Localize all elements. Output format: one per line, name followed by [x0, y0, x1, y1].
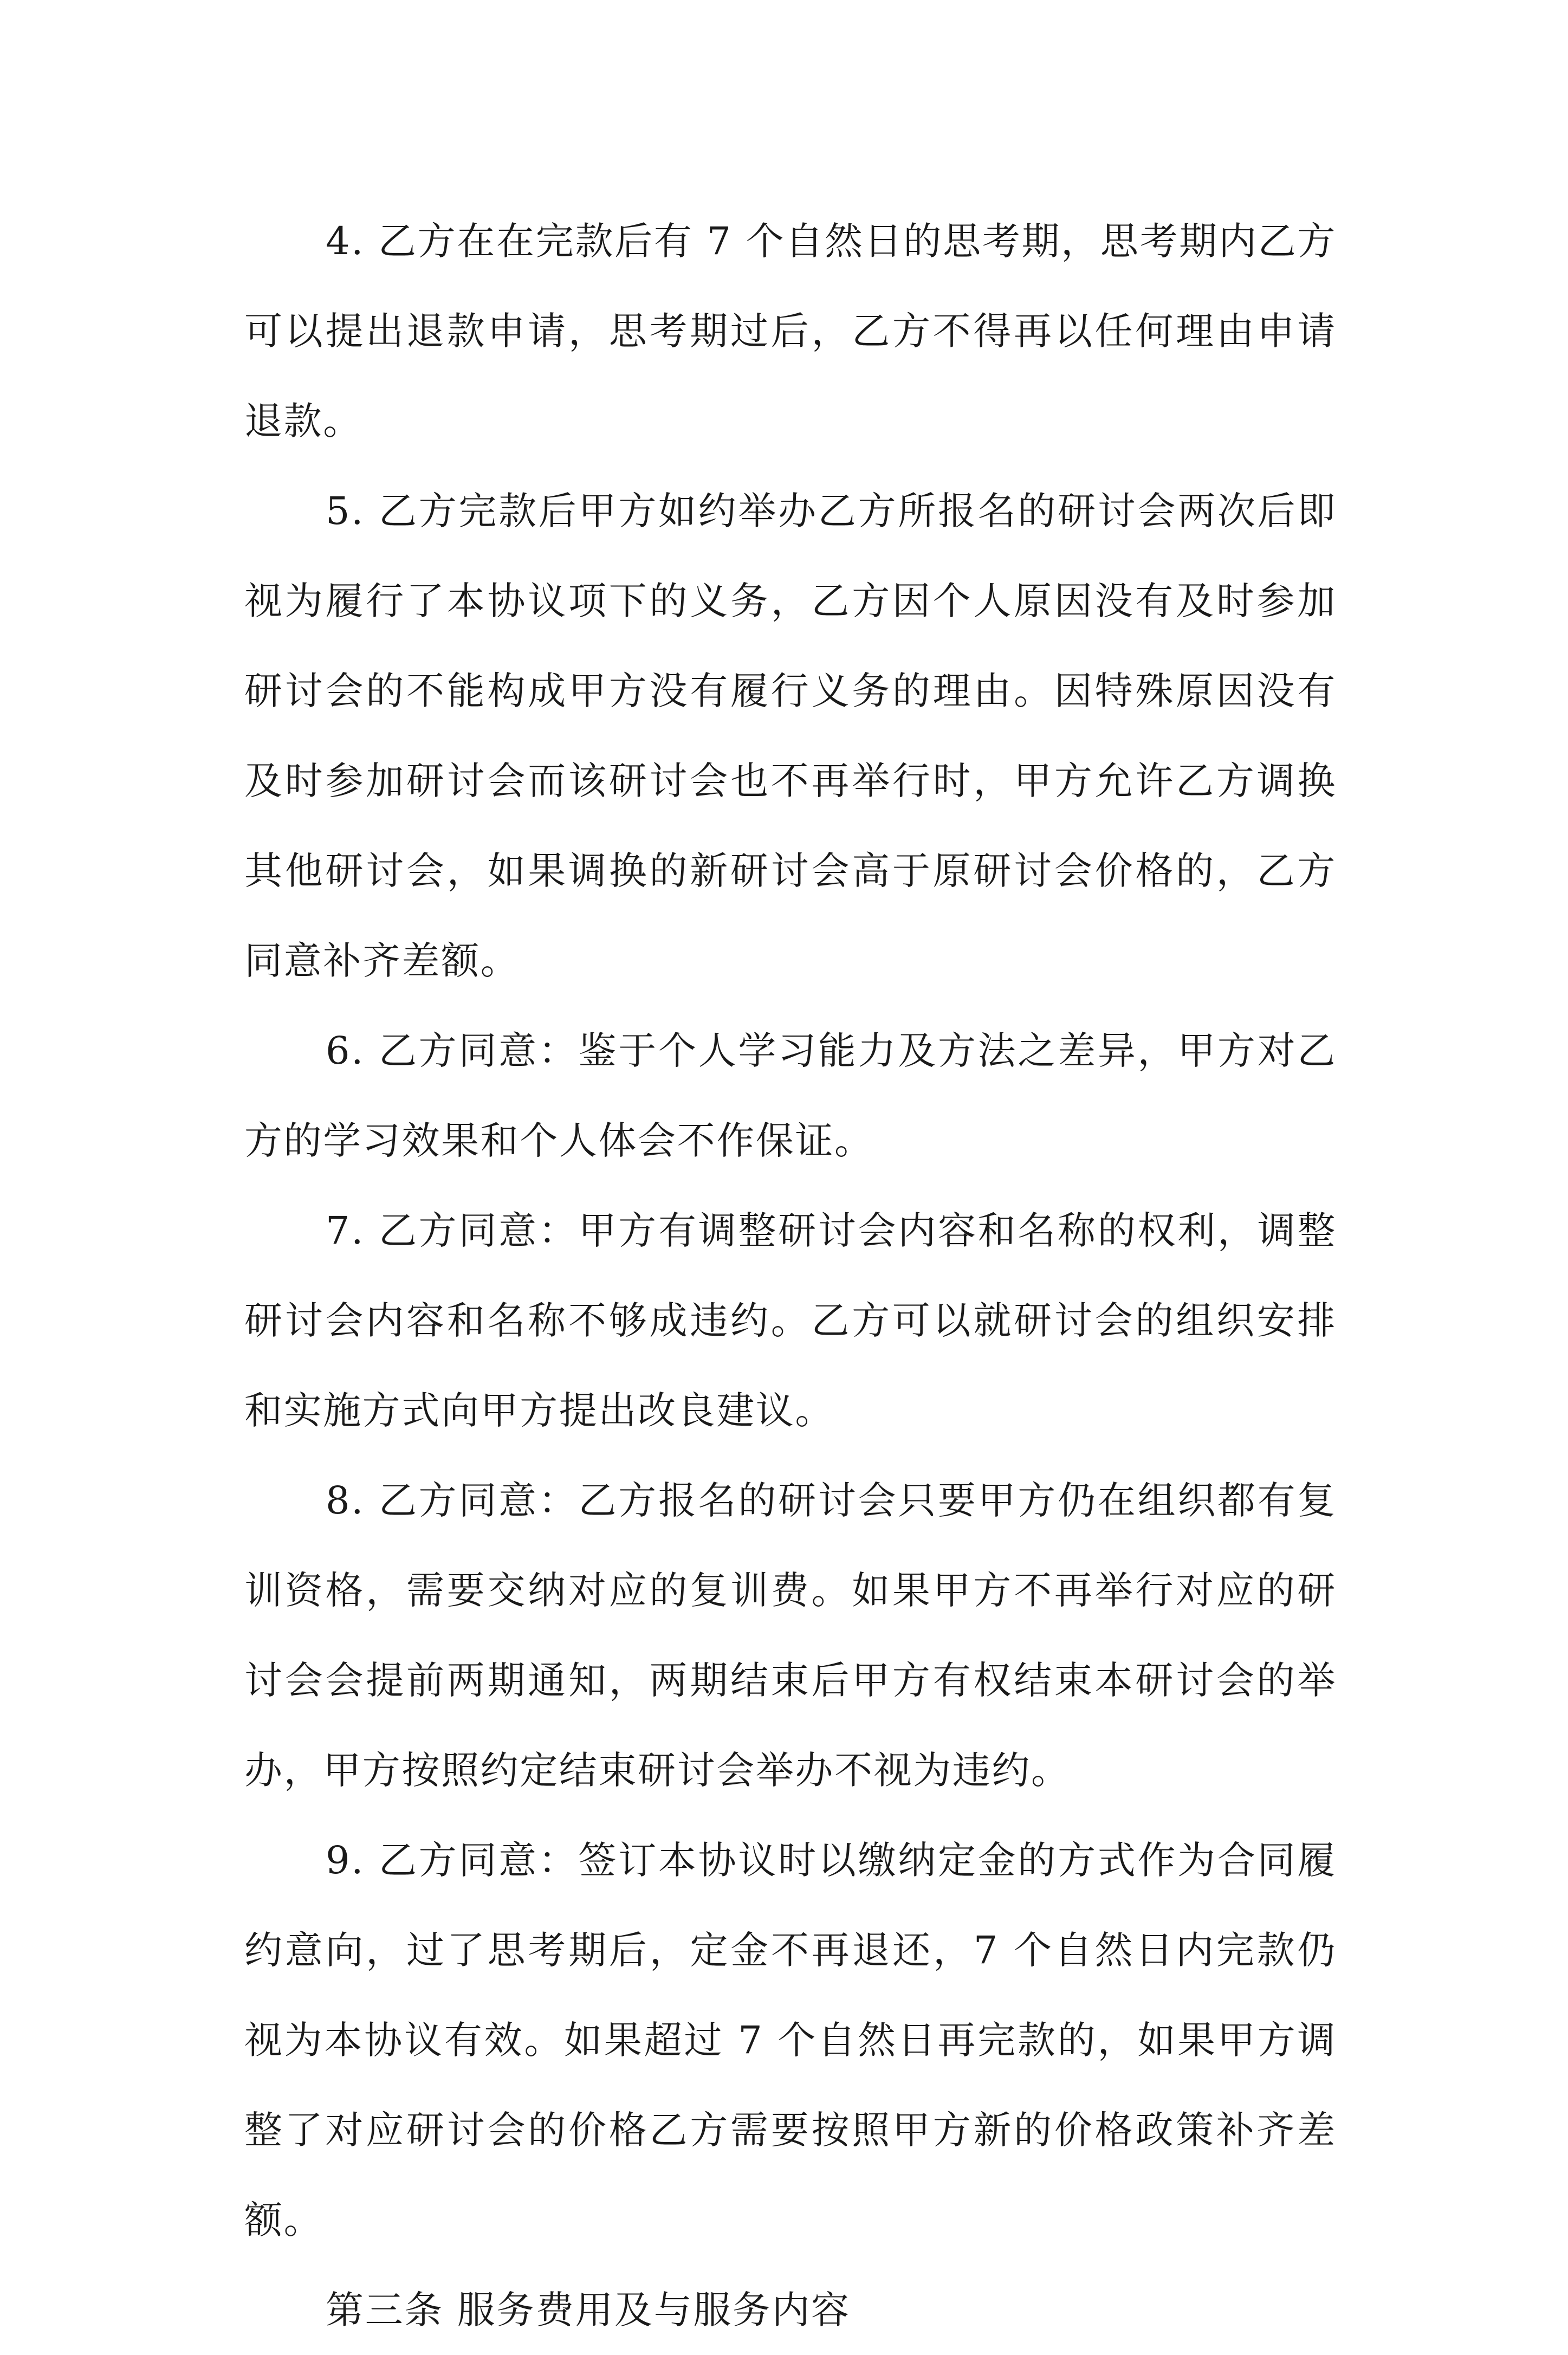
- document-body: [244, 196, 1337, 2355]
- clause-6: 6. 乙方同意：鉴于个人学习能力及方法之差异，甲方对乙方的学习效果和个人体会不作保证。: [244, 1028, 1337, 1163]
- clause-9: 9. 乙方同意：签订本协议时以缴纳定金的方式作为合同履约意向，过了思考期后，定金不再退还，7 个自然日内完款仍视为本协议有效。如果超过 7 个自然日再完款的，如果甲方调整了对应研讨会的价格乙方需要按照甲方新的价格政策补齐差额。: [244, 1838, 1337, 2242]
- clause-4: 4. 乙方在在完款后有 7 个自然日的思考期，思考期内乙方可以提出退款申请，思考期过后，乙方不得再以任何理由申请退款。: [244, 219, 1337, 443]
- section-heading: 第三条 服务费用及与服务内容: [326, 2288, 851, 2332]
- clause-7: 7. 乙方同意：甲方有调整研讨会内容和名称的权利，调整研讨会内容和名称不够成违约。乙方可以就研讨会的组织安排和实施方式向甲方提出改良建议。: [244, 1208, 1337, 1433]
- clause-5: 5. 乙方完款后甲方如约举办乙方所报名的研讨会两次后即视为履行了本协议项下的义务，乙方因个人原因没有及时参加研讨会的不能构成甲方没有履行义务的理由。因特殊原因没有及时参加研讨会而该研讨会也不再举行时，甲方允许乙方调换其他研讨会，如果调换的新研讨会高于原研讨会价格的，乙方同意补齐差额。: [244, 489, 1337, 983]
- clause-8: 8. 乙方同意：乙方报名的研讨会只要甲方仍在组织都有复训资格，需要交纳对应的复训费。如果甲方不再举行对应的研讨会会提前两期通知，两期结束后甲方有权结束本研讨会的举办，甲方按照约定结束研讨会举办不视为违约。: [244, 1478, 1337, 1793]
